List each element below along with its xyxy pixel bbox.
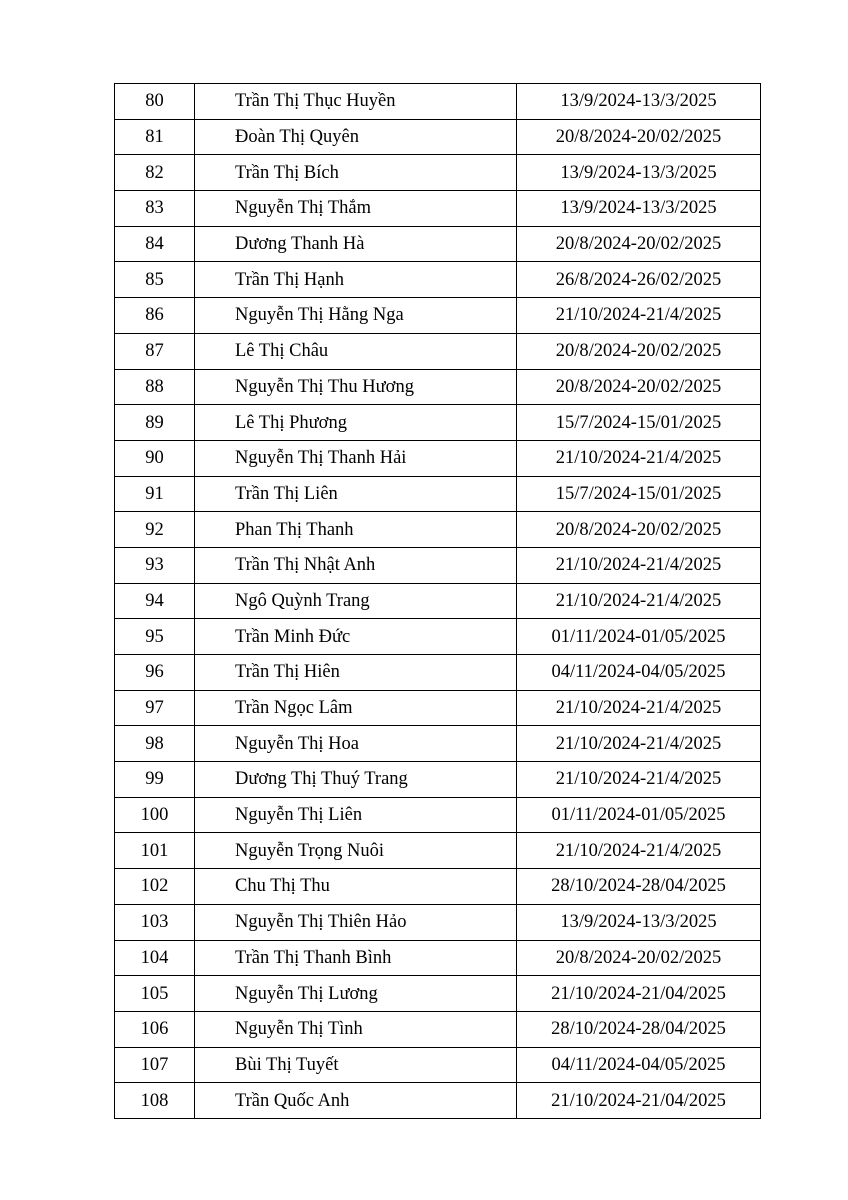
row-number-cell: 105 [115,976,195,1012]
period-cell: 21/10/2024-21/4/2025 [517,833,761,869]
row-number-cell: 83 [115,191,195,227]
row-number-cell: 95 [115,619,195,655]
row-number-cell: 86 [115,298,195,334]
period-cell: 04/11/2024-04/05/2025 [517,655,761,691]
staff-name-cell: Chu Thị Thu [195,869,517,905]
row-number-cell: 107 [115,1047,195,1083]
table-row [115,512,761,548]
row-number-cell: 88 [115,369,195,405]
staff-name-cell: Trần Thị Thục Huyền [195,84,517,120]
period-cell: 01/11/2024-01/05/2025 [517,797,761,833]
row-number-cell: 93 [115,547,195,583]
row-number-cell: 89 [115,405,195,441]
period-cell: 21/10/2024-21/4/2025 [517,583,761,619]
row-number-cell: 87 [115,333,195,369]
row-number-cell: 80 [115,84,195,120]
period-cell: 21/10/2024-21/4/2025 [517,547,761,583]
staff-name-cell: Nguyễn Thị Thắm [195,191,517,227]
staff-name-cell: Nguyễn Thị Hoa [195,726,517,762]
period-cell: 21/10/2024-21/4/2025 [517,440,761,476]
staff-name-cell: Lê Thị Châu [195,333,517,369]
table-row [115,833,761,869]
staff-name-cell: Nguyễn Thị Tình [195,1011,517,1047]
staff-name-cell: Dương Thị Thuý Trang [195,762,517,798]
period-cell: 20/8/2024-20/02/2025 [517,119,761,155]
table-row [115,369,761,405]
row-number-cell: 84 [115,226,195,262]
row-number-cell: 98 [115,726,195,762]
table-row [115,440,761,476]
period-cell: 21/10/2024-21/4/2025 [517,298,761,334]
row-number-cell: 97 [115,690,195,726]
row-number-cell: 90 [115,440,195,476]
staff-name-cell: Lê Thị Phương [195,405,517,441]
row-number-cell: 92 [115,512,195,548]
period-cell: 20/8/2024-20/02/2025 [517,369,761,405]
staff-name-cell: Trần Thị Liên [195,476,517,512]
staff-table [114,83,761,1119]
period-cell: 01/11/2024-01/05/2025 [517,619,761,655]
period-cell: 26/8/2024-26/02/2025 [517,262,761,298]
row-number-cell: 102 [115,869,195,905]
table-row [115,583,761,619]
table-row [115,226,761,262]
period-cell: 21/10/2024-21/4/2025 [517,690,761,726]
period-cell: 21/10/2024-21/04/2025 [517,976,761,1012]
row-number-cell: 94 [115,583,195,619]
table-row [115,1083,761,1119]
row-number-cell: 81 [115,119,195,155]
table-row [115,904,761,940]
table-row [115,333,761,369]
staff-name-cell: Trần Quốc Anh [195,1083,517,1119]
staff-name-cell: Nguyễn Thị Thiên Hảo [195,904,517,940]
period-cell: 20/8/2024-20/02/2025 [517,940,761,976]
table-row [115,1011,761,1047]
table-row [115,976,761,1012]
period-cell: 28/10/2024-28/04/2025 [517,869,761,905]
table-row [115,191,761,227]
row-number-cell: 104 [115,940,195,976]
table-row [115,869,761,905]
staff-name-cell: Nguyễn Thị Hằng Nga [195,298,517,334]
row-number-cell: 106 [115,1011,195,1047]
period-cell: 28/10/2024-28/04/2025 [517,1011,761,1047]
table-row [115,298,761,334]
period-cell: 13/9/2024-13/3/2025 [517,191,761,227]
staff-name-cell: Nguyễn Thị Thanh Hải [195,440,517,476]
table-row [115,1047,761,1083]
table-row [115,476,761,512]
period-cell: 20/8/2024-20/02/2025 [517,333,761,369]
staff-name-cell: Dương Thanh Hà [195,226,517,262]
staff-name-cell: Bùi Thị Tuyết [195,1047,517,1083]
staff-name-cell: Trần Thị Thanh Bình [195,940,517,976]
table-row [115,262,761,298]
staff-name-cell: Trần Ngọc Lâm [195,690,517,726]
staff-name-cell: Nguyễn Thị Liên [195,797,517,833]
period-cell: 04/11/2024-04/05/2025 [517,1047,761,1083]
period-cell: 15/7/2024-15/01/2025 [517,405,761,441]
table-row [115,726,761,762]
row-number-cell: 99 [115,762,195,798]
row-number-cell: 82 [115,155,195,191]
period-cell: 15/7/2024-15/01/2025 [517,476,761,512]
row-number-cell: 91 [115,476,195,512]
table-row [115,940,761,976]
staff-name-cell: Trần Thị Nhật Anh [195,547,517,583]
staff-name-cell: Đoàn Thị Quyên [195,119,517,155]
staff-name-cell: Trần Thị Bích [195,155,517,191]
period-cell: 21/10/2024-21/4/2025 [517,726,761,762]
row-number-cell: 96 [115,655,195,691]
row-number-cell: 108 [115,1083,195,1119]
table-row [115,619,761,655]
row-number-cell: 85 [115,262,195,298]
period-cell: 20/8/2024-20/02/2025 [517,226,761,262]
table-row [115,405,761,441]
staff-name-cell: Trần Thị Hiên [195,655,517,691]
table-row [115,655,761,691]
row-number-cell: 100 [115,797,195,833]
table-row [115,155,761,191]
table-row [115,690,761,726]
staff-name-cell: Nguyễn Thị Lương [195,976,517,1012]
staff-name-cell: Trần Thị Hạnh [195,262,517,298]
staff-name-cell: Nguyễn Thị Thu Hương [195,369,517,405]
period-cell: 21/10/2024-21/04/2025 [517,1083,761,1119]
period-cell: 13/9/2024-13/3/2025 [517,155,761,191]
staff-name-cell: Phan Thị Thanh [195,512,517,548]
period-cell: 21/10/2024-21/4/2025 [517,762,761,798]
table-row [115,547,761,583]
table-row [115,762,761,798]
staff-name-cell: Trần Minh Đức [195,619,517,655]
row-number-cell: 101 [115,833,195,869]
period-cell: 13/9/2024-13/3/2025 [517,904,761,940]
staff-name-cell: Ngô Quỳnh Trang [195,583,517,619]
table-row [115,797,761,833]
row-number-cell: 103 [115,904,195,940]
table-row [115,84,761,120]
staff-name-cell: Nguyễn Trọng Nuôi [195,833,517,869]
table-row [115,119,761,155]
table-body [115,84,761,1119]
period-cell: 20/8/2024-20/02/2025 [517,512,761,548]
period-cell: 13/9/2024-13/3/2025 [517,84,761,120]
